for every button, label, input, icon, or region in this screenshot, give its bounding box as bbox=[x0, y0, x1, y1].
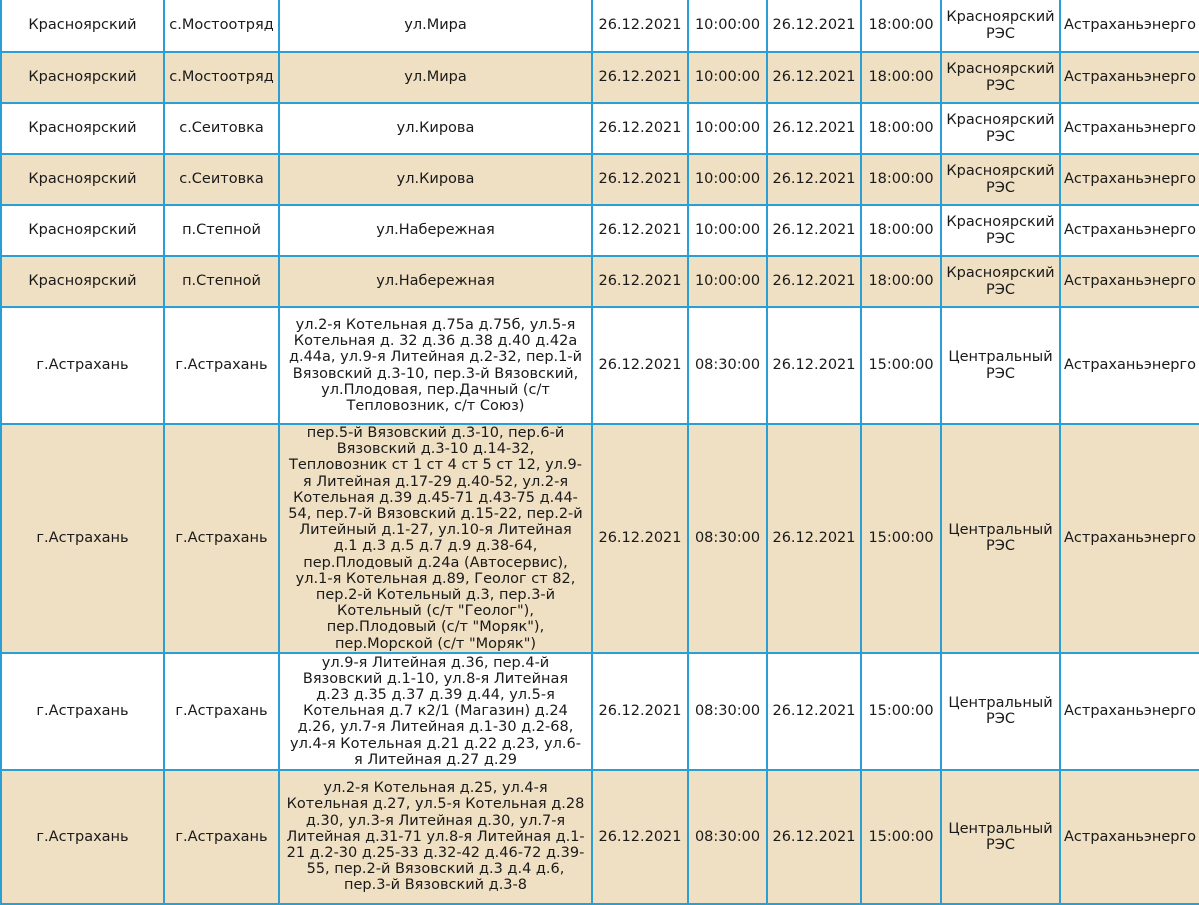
start-date-cell: 26.12.2021 bbox=[592, 52, 688, 103]
table-row bbox=[1, 0, 1199, 52]
district-cell: Красноярский bbox=[1, 256, 164, 307]
locality-cell: с.Сеитовка bbox=[164, 154, 279, 205]
start-date-cell: 26.12.2021 bbox=[592, 205, 688, 256]
locality-cell: г.Астрахань bbox=[164, 307, 279, 424]
end-date-cell: 26.12.2021 bbox=[767, 154, 861, 205]
district-cell: Красноярский bbox=[1, 0, 164, 52]
company-cell: Астраханьэнерго bbox=[1060, 424, 1199, 653]
streets-cell: ул.Кирова bbox=[279, 154, 592, 205]
end-date-cell: 26.12.2021 bbox=[767, 205, 861, 256]
end-date-cell: 26.12.2021 bbox=[767, 0, 861, 52]
company-cell: Астраханьэнерго bbox=[1060, 256, 1199, 307]
streets-cell: ул.Набережная bbox=[279, 205, 592, 256]
streets-cell: ул.Кирова bbox=[279, 103, 592, 154]
table-row bbox=[1, 154, 1199, 205]
end-date-cell: 26.12.2021 bbox=[767, 770, 861, 904]
start-date-cell: 26.12.2021 bbox=[592, 653, 688, 770]
res-cell: Красноярский РЭС bbox=[941, 205, 1060, 256]
table-row bbox=[1, 307, 1199, 424]
district-cell: Красноярский bbox=[1, 205, 164, 256]
streets-cell: ул.Набережная bbox=[279, 256, 592, 307]
district-cell: г.Астрахань bbox=[1, 770, 164, 904]
table-row bbox=[1, 653, 1199, 770]
streets-cell: ул.Мира bbox=[279, 0, 592, 52]
start-time-cell: 08:30:00 bbox=[688, 424, 767, 653]
end-date-cell: 26.12.2021 bbox=[767, 307, 861, 424]
table-row bbox=[1, 205, 1199, 256]
end-date-cell: 26.12.2021 bbox=[767, 653, 861, 770]
locality-cell: г.Астрахань bbox=[164, 424, 279, 653]
start-time-cell: 10:00:00 bbox=[688, 103, 767, 154]
company-cell: Астраханьэнерго bbox=[1060, 154, 1199, 205]
res-cell: Центральный РЭС bbox=[941, 307, 1060, 424]
table-row bbox=[1, 52, 1199, 103]
start-time-cell: 10:00:00 bbox=[688, 205, 767, 256]
company-cell: Астраханьэнерго bbox=[1060, 0, 1199, 52]
streets-cell: ул.2-я Котельная д.75а д.75б, ул.5-я Котельная д. 32 д.36 д.38 д.40 д.42а д.44а, ул.9-я Литейная д.2-32, пер.1-й Вязовский д.3-10, пер.3-й Вязовский, ул.Плодовая, пер.Дачный (с/т Тепловозник, с/т Союз) bbox=[279, 307, 592, 424]
district-cell: Красноярский bbox=[1, 103, 164, 154]
district-cell: г.Астрахань bbox=[1, 424, 164, 653]
start-time-cell: 08:30:00 bbox=[688, 653, 767, 770]
streets-cell: пер.5-й Вязовский д.3-10, пер.6-й Вязовский д.3-10 д.14-32, Тепловозник ст 1 ст 4 ст 5 ст 12, ул.9-я Литейная д.17-29 д.40-52, ул.2-я Котельная д.39 д.45-71 д.43-75 д.44-54, пер.7-й Вязовский д.15-22, пер.2-й Литейный д.1-27, ул.10-я Литейная д.1 д.3 д.5 д.7 д.9 д.38-64, пер.Плодовый д.24а (Автосервис), ул.1-я Котельная д.89, Геолог ст 82, пер.2-й Котельный д.3, пер.3-й Котельный (с/т "Геолог"), пер.Плодовый (с/т "Моряк"), пер.Морской (с/т "Моряк") bbox=[279, 424, 592, 653]
start-date-cell: 26.12.2021 bbox=[592, 103, 688, 154]
start-time-cell: 08:30:00 bbox=[688, 307, 767, 424]
res-cell: Красноярский РЭС bbox=[941, 0, 1060, 52]
streets-cell: ул.Мира bbox=[279, 52, 592, 103]
end-time-cell: 15:00:00 bbox=[861, 653, 941, 770]
locality-cell: г.Астрахань bbox=[164, 653, 279, 770]
res-cell: Красноярский РЭС bbox=[941, 52, 1060, 103]
start-time-cell: 08:30:00 bbox=[688, 770, 767, 904]
company-cell: Астраханьэнерго bbox=[1060, 52, 1199, 103]
district-cell: Красноярский bbox=[1, 52, 164, 103]
end-time-cell: 18:00:00 bbox=[861, 103, 941, 154]
district-cell: г.Астрахань bbox=[1, 653, 164, 770]
table-row bbox=[1, 256, 1199, 307]
streets-cell: ул.9-я Литейная д.36, пер.4-й Вязовский д.1-10, ул.8-я Литейная д.23 д.35 д.37 д.39 д.44, ул.5-я Котельная д.7 к2/1 (Магазин) д.24 д.26, ул.7-я Литейная д.1-30 д.2-68, ул.4-я Котельная д.21 д.22 д.23, ул.6-я Литейная д.27 д.29 bbox=[279, 653, 592, 770]
res-cell: Красноярский РЭС bbox=[941, 256, 1060, 307]
start-time-cell: 10:00:00 bbox=[688, 52, 767, 103]
start-time-cell: 10:00:00 bbox=[688, 256, 767, 307]
company-cell: Астраханьэнерго bbox=[1060, 103, 1199, 154]
locality-cell: с.Сеитовка bbox=[164, 103, 279, 154]
end-time-cell: 15:00:00 bbox=[861, 424, 941, 653]
locality-cell: г.Астрахань bbox=[164, 770, 279, 904]
locality-cell: с.Мостоотряд bbox=[164, 52, 279, 103]
streets-cell: ул.2-я Котельная д.25, ул.4-я Котельная д.27, ул.5-я Котельная д.28 д.30, ул.3-я Литейная д.30, ул.7-я Литейная д.31-71 ул.8-я Литейная д.1-21 д.2-30 д.25-33 д.32-42 д.46-72 д.39-55, пер.2-й Вязовский д.3 д.4 д.6, пер.3-й Вязовский д.3-8 bbox=[279, 770, 592, 904]
start-date-cell: 26.12.2021 bbox=[592, 256, 688, 307]
district-cell: Красноярский bbox=[1, 154, 164, 205]
end-date-cell: 26.12.2021 bbox=[767, 103, 861, 154]
end-time-cell: 18:00:00 bbox=[861, 256, 941, 307]
start-time-cell: 10:00:00 bbox=[688, 154, 767, 205]
end-date-cell: 26.12.2021 bbox=[767, 424, 861, 653]
res-cell: Красноярский РЭС bbox=[941, 154, 1060, 205]
company-cell: Астраханьэнерго bbox=[1060, 307, 1199, 424]
company-cell: Астраханьэнерго bbox=[1060, 770, 1199, 904]
res-cell: Красноярский РЭС bbox=[941, 103, 1060, 154]
end-time-cell: 15:00:00 bbox=[861, 770, 941, 904]
end-time-cell: 18:00:00 bbox=[861, 205, 941, 256]
start-time-cell: 10:00:00 bbox=[688, 0, 767, 52]
end-time-cell: 18:00:00 bbox=[861, 154, 941, 205]
table-row bbox=[1, 770, 1199, 904]
start-date-cell: 26.12.2021 bbox=[592, 307, 688, 424]
end-date-cell: 26.12.2021 bbox=[767, 256, 861, 307]
table-row bbox=[1, 103, 1199, 154]
company-cell: Астраханьэнерго bbox=[1060, 653, 1199, 770]
locality-cell: п.Степной bbox=[164, 256, 279, 307]
company-cell: Астраханьэнерго bbox=[1060, 205, 1199, 256]
end-time-cell: 15:00:00 bbox=[861, 307, 941, 424]
start-date-cell: 26.12.2021 bbox=[592, 0, 688, 52]
table-row bbox=[1, 424, 1199, 653]
res-cell: Центральный РЭС bbox=[941, 770, 1060, 904]
end-time-cell: 18:00:00 bbox=[861, 52, 941, 103]
end-time-cell: 18:00:00 bbox=[861, 0, 941, 52]
start-date-cell: 26.12.2021 bbox=[592, 154, 688, 205]
start-date-cell: 26.12.2021 bbox=[592, 770, 688, 904]
res-cell: Центральный РЭС bbox=[941, 653, 1060, 770]
locality-cell: с.Мостоотряд bbox=[164, 0, 279, 52]
district-cell: г.Астрахань bbox=[1, 307, 164, 424]
start-date-cell: 26.12.2021 bbox=[592, 424, 688, 653]
end-date-cell: 26.12.2021 bbox=[767, 52, 861, 103]
res-cell: Центральный РЭС bbox=[941, 424, 1060, 653]
locality-cell: п.Степной bbox=[164, 205, 279, 256]
